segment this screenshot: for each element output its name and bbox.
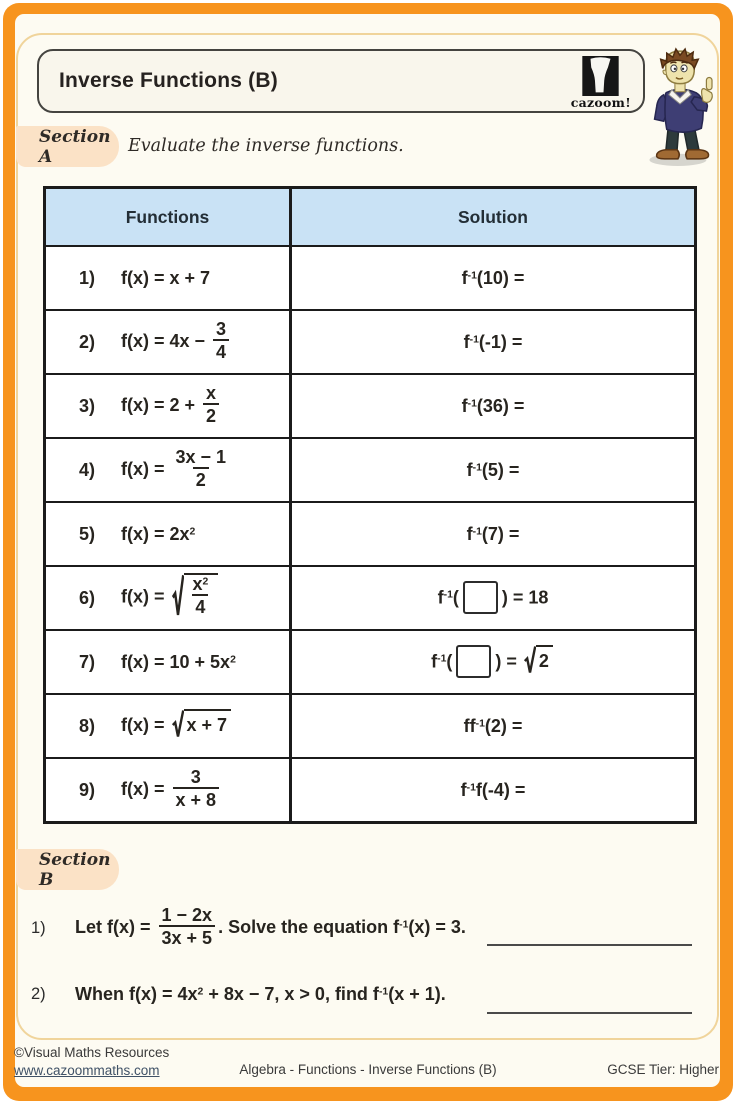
solution-cell	[289, 503, 694, 565]
answer-line-1	[487, 944, 692, 946]
function-expression: f(x) = x + 7	[121, 267, 211, 288]
solution-cell	[289, 247, 694, 309]
cazoom-character-illustration	[641, 44, 721, 168]
table-row	[46, 565, 694, 629]
cazoom-logo	[571, 56, 631, 110]
solution-cell	[289, 311, 694, 373]
table-row	[46, 693, 694, 757]
function-cell	[46, 567, 289, 629]
function-expression: $f(x) = 10 + 5x^2$	[121, 651, 236, 672]
answer-line-2	[487, 1012, 692, 1014]
title-box	[37, 49, 645, 113]
solution-cell	[289, 759, 694, 821]
table-row	[46, 757, 694, 821]
table-row	[46, 373, 694, 437]
cazoom-glass-icon	[582, 56, 619, 96]
section-a-instruction: Evaluate the inverse functions.	[128, 136, 404, 156]
problem-text: When $f(x) = 4x^2 + 8x - 7$, x > 0, find $f^{-1}(x + 1)$.	[75, 983, 446, 1004]
section-b-problem-1	[31, 901, 466, 955]
function-cell	[46, 375, 289, 437]
solution-expression: $f^{-1}f(-4)$ =	[460, 779, 526, 800]
page-title: Inverse Functions (B)	[59, 69, 278, 92]
column-header-solution: Solution	[289, 189, 694, 245]
question-number: 2)	[31, 984, 46, 1003]
section-b-label: Section B	[16, 849, 119, 890]
function-expression: f(x) = $\frac{x^2}{4}$	[121, 575, 220, 621]
footer-tier-label: GCSE Tier: Higher	[607, 1062, 719, 1077]
answer-box	[456, 645, 491, 678]
logo-brand-text: cazoom!	[570, 94, 631, 110]
column-header-functions: Functions	[46, 189, 289, 245]
function-cell	[46, 503, 289, 565]
solution-expression: $f^{-1}(36)$ =	[461, 395, 525, 416]
website-link[interactable]: www.cazoommaths.com	[14, 1062, 160, 1078]
table-row	[46, 629, 694, 693]
solution-expression: $f^{-1}(-1)$ =	[463, 331, 523, 352]
function-cell	[46, 247, 289, 309]
table-header-row	[46, 189, 694, 245]
table-row	[46, 245, 694, 309]
problem-text: Let f(x) = $\frac{1 - 2x}{3x + 5}$ . Solve the equation $f^{-1}(x) = 3$.	[75, 904, 466, 948]
solution-cell	[289, 439, 694, 501]
function-expression: f(x) = $\frac{3x - 1}{2}$	[121, 446, 227, 490]
function-expression: $f(x) = 2x^2$	[121, 523, 196, 544]
section-a-label: Section A	[16, 126, 119, 167]
function-cell	[46, 311, 289, 373]
solution-expression: $f^{-1}(5)$ =	[466, 459, 520, 480]
function-cell	[46, 631, 289, 693]
table-row	[46, 437, 694, 501]
question-number: 2)	[79, 331, 96, 352]
worksheet-table	[43, 186, 697, 824]
function-cell	[46, 439, 289, 501]
solution-cell	[289, 631, 694, 693]
function-expression: f(x) = $\frac{3}{x + 8}$	[121, 769, 222, 812]
question-number: 9)	[79, 779, 96, 800]
question-number: 8)	[79, 715, 96, 736]
question-number: 5)	[79, 523, 96, 544]
solution-cell	[289, 567, 694, 629]
function-expression: f(x) = x + 7	[121, 711, 233, 741]
copyright-text: ©Visual Maths Resources	[14, 1045, 170, 1060]
solution-expression: $f^{-1}(10)$ =	[461, 267, 525, 288]
footer-worksheet-path: Algebra - Functions - Inverse Functions (B)	[239, 1062, 497, 1077]
table-row	[46, 501, 694, 565]
question-number: 1)	[31, 918, 46, 937]
solution-cell	[289, 375, 694, 437]
solution-expression: $ff^{-1}(2)$ =	[463, 715, 523, 736]
question-number: 1)	[79, 267, 96, 288]
solution-expression: $f^{-1}$( ) = 2	[431, 646, 555, 679]
solution-expression: $f^{-1}(7)$ =	[466, 523, 520, 544]
question-number: 3)	[79, 395, 96, 416]
function-expression: f(x) = 2 + $\frac{x}{2}$	[121, 385, 222, 428]
question-number: 6)	[79, 587, 96, 608]
solution-cell	[289, 695, 694, 757]
function-cell	[46, 695, 289, 757]
answer-box	[463, 581, 498, 614]
section-b-problem-2	[31, 977, 446, 1011]
table-row	[46, 309, 694, 373]
function-expression: f(x) = 4x − $\frac{3}{4}$	[121, 321, 232, 364]
solution-expression: $f^{-1}$( ) = 18	[438, 582, 549, 615]
question-number: 4)	[79, 459, 96, 480]
question-number: 7)	[79, 651, 96, 672]
function-cell	[46, 759, 289, 821]
